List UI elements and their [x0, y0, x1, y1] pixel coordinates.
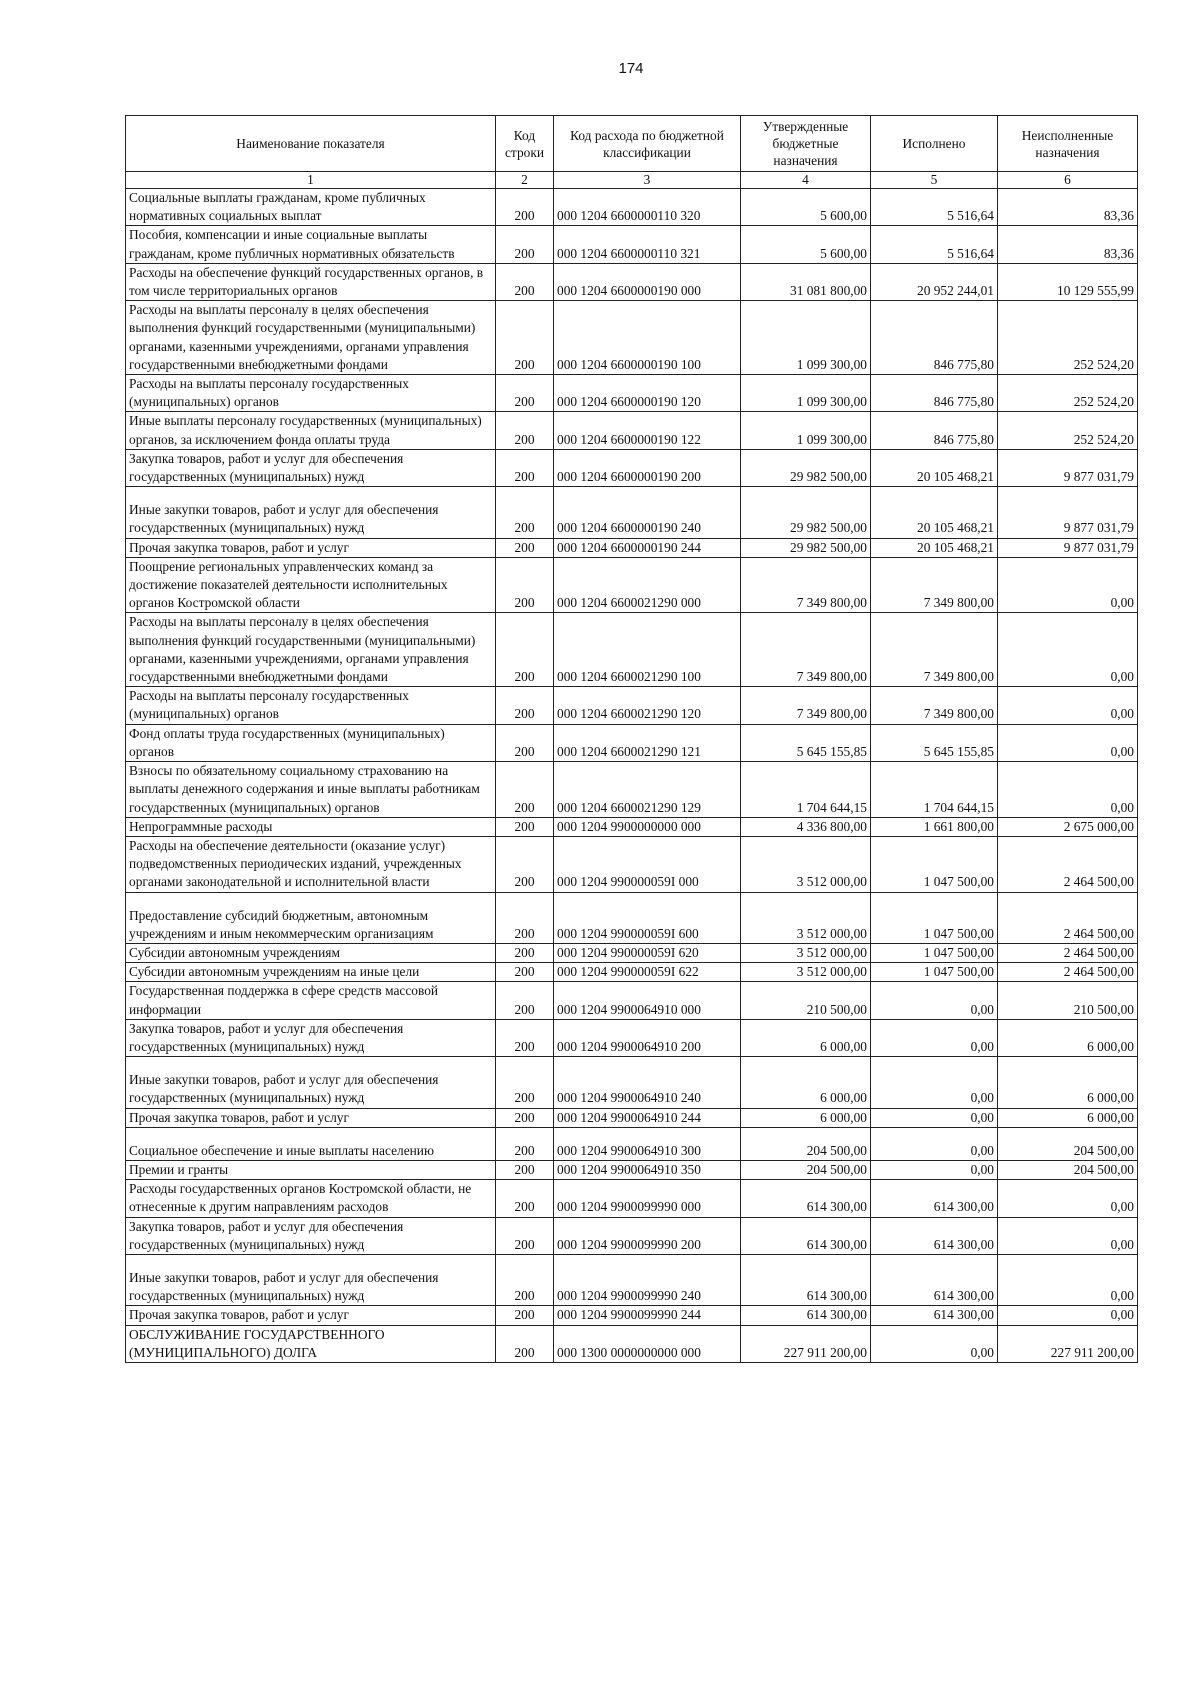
row-executed: 5 516,64 — [871, 189, 998, 226]
table-row — [126, 943, 1138, 962]
row-approved: 6 000,00 — [741, 1019, 871, 1056]
row-approved: 204 500,00 — [741, 1127, 871, 1160]
row-unexecuted: 0,00 — [998, 724, 1138, 761]
row-approved: 1 099 300,00 — [741, 301, 871, 375]
row-approved: 7 349 800,00 — [741, 613, 871, 687]
row-name: Фонд оплаты труда государственных (муниципальных) органов — [126, 724, 496, 761]
row-name: Иные закупки товаров, работ и услуг для обеспечения государственных (муниципальных) нужд — [126, 1057, 496, 1108]
table-row — [126, 963, 1138, 982]
row-code: 200 — [496, 1057, 554, 1108]
row-approved: 227 911 200,00 — [741, 1325, 871, 1362]
table-row — [126, 1057, 1138, 1108]
row-executed: 0,00 — [871, 1160, 998, 1179]
row-unexecuted: 10 129 555,99 — [998, 263, 1138, 300]
row-name: Прочая закупка товаров, работ и услуг — [126, 1306, 496, 1325]
row-name: Прочая закупка товаров, работ и услуг — [126, 1108, 496, 1127]
row-name: Расходы на выплаты персоналу в целях обеспечения выполнения функций государственными (муниципальными) органами, казенными учреждениями, органами управления государственными внебюджетными фондами — [126, 301, 496, 375]
row-executed: 614 300,00 — [871, 1180, 998, 1217]
row-classification: 000 1204 9900064910 240 — [554, 1057, 741, 1108]
table-row — [126, 301, 1138, 375]
row-code: 200 — [496, 817, 554, 836]
row-code: 200 — [496, 963, 554, 982]
column-number: 6 — [998, 172, 1138, 189]
row-approved: 1 099 300,00 — [741, 412, 871, 449]
table-row — [126, 613, 1138, 687]
row-code: 200 — [496, 189, 554, 226]
table-row — [126, 538, 1138, 557]
expenditure-table — [125, 115, 1138, 1363]
column-number: 5 — [871, 172, 998, 189]
row-unexecuted: 6 000,00 — [998, 1019, 1138, 1056]
row-approved: 3 512 000,00 — [741, 963, 871, 982]
row-name: Взносы по обязательному социальному страхованию на выплаты денежного содержания и иные выплаты работникам государственных (муниципальных) органов — [126, 762, 496, 818]
row-code: 200 — [496, 412, 554, 449]
row-approved: 6 000,00 — [741, 1057, 871, 1108]
table-row — [126, 1108, 1138, 1127]
row-classification: 000 1204 9900064910 244 — [554, 1108, 741, 1127]
row-code: 200 — [496, 1019, 554, 1056]
row-unexecuted: 204 500,00 — [998, 1127, 1138, 1160]
row-executed: 7 349 800,00 — [871, 557, 998, 613]
row-unexecuted: 2 464 500,00 — [998, 836, 1138, 892]
table-row — [126, 687, 1138, 724]
header-code: Код строки — [496, 116, 554, 172]
row-approved: 3 512 000,00 — [741, 943, 871, 962]
row-classification: 000 1204 6600000190 200 — [554, 449, 741, 486]
row-approved: 5 645 155,85 — [741, 724, 871, 761]
row-unexecuted: 0,00 — [998, 687, 1138, 724]
row-classification: 000 1204 990000059I 000 — [554, 836, 741, 892]
row-classification: 000 1204 6600000110 321 — [554, 226, 741, 263]
row-classification: 000 1204 9900000000 000 — [554, 817, 741, 836]
row-classification: 000 1204 6600000190 000 — [554, 263, 741, 300]
row-executed: 0,00 — [871, 1057, 998, 1108]
table-row — [126, 1180, 1138, 1217]
row-approved: 29 982 500,00 — [741, 538, 871, 557]
row-name: Поощрение региональных управленческих команд за достижение показателей деятельности исполнительных органов Костромской области — [126, 557, 496, 613]
row-name: ОБСЛУЖИВАНИЕ ГОСУДАРСТВЕННОГО (МУНИЦИПАЛЬНОГО) ДОЛГА — [126, 1325, 496, 1362]
row-unexecuted: 0,00 — [998, 1254, 1138, 1305]
row-classification: 000 1204 6600021290 000 — [554, 557, 741, 613]
row-approved: 4 336 800,00 — [741, 817, 871, 836]
row-executed: 5 516,64 — [871, 226, 998, 263]
row-approved: 614 300,00 — [741, 1180, 871, 1217]
row-unexecuted: 0,00 — [998, 762, 1138, 818]
row-code: 200 — [496, 1180, 554, 1217]
column-number: 3 — [554, 172, 741, 189]
row-name: Пособия, компенсации и иные социальные выплаты гражданам, кроме публичных нормативных обязательств — [126, 226, 496, 263]
table-row — [126, 449, 1138, 486]
table-row — [126, 762, 1138, 818]
row-executed: 20 952 244,01 — [871, 263, 998, 300]
row-name: Расходы государственных органов Костромской области, не отнесенные к другим направлениям расходов — [126, 1180, 496, 1217]
row-unexecuted: 0,00 — [998, 1217, 1138, 1254]
row-approved: 6 000,00 — [741, 1108, 871, 1127]
column-number: 2 — [496, 172, 554, 189]
row-executed: 0,00 — [871, 1127, 998, 1160]
table-row — [126, 892, 1138, 943]
table-row — [126, 412, 1138, 449]
row-classification: 000 1204 9900064910 200 — [554, 1019, 741, 1056]
row-name: Премии и гранты — [126, 1160, 496, 1179]
row-code: 200 — [496, 892, 554, 943]
row-approved: 3 512 000,00 — [741, 892, 871, 943]
table-row — [126, 724, 1138, 761]
row-name: Предоставление субсидий бюджетным, автономным учреждениям и иным некоммерческим организациям — [126, 892, 496, 943]
row-unexecuted: 83,36 — [998, 189, 1138, 226]
row-approved: 3 512 000,00 — [741, 836, 871, 892]
header-name: Наименование показателя — [126, 116, 496, 172]
row-classification: 000 1300 0000000000 000 — [554, 1325, 741, 1362]
row-code: 200 — [496, 263, 554, 300]
row-unexecuted: 9 877 031,79 — [998, 449, 1138, 486]
row-code: 200 — [496, 1160, 554, 1179]
header-executed: Исполнено — [871, 116, 998, 172]
row-code: 200 — [496, 557, 554, 613]
row-name: Субсидии автономным учреждениям — [126, 943, 496, 962]
row-code: 200 — [496, 1217, 554, 1254]
row-classification: 000 1204 6600000190 240 — [554, 487, 741, 538]
table-row — [126, 836, 1138, 892]
row-classification: 000 1204 6600021290 121 — [554, 724, 741, 761]
row-executed: 1 047 500,00 — [871, 892, 998, 943]
row-executed: 20 105 468,21 — [871, 487, 998, 538]
table-row — [126, 1306, 1138, 1325]
table-row — [126, 375, 1138, 412]
row-executed: 7 349 800,00 — [871, 613, 998, 687]
row-unexecuted: 83,36 — [998, 226, 1138, 263]
row-unexecuted: 9 877 031,79 — [998, 487, 1138, 538]
row-unexecuted: 252 524,20 — [998, 301, 1138, 375]
row-unexecuted: 252 524,20 — [998, 375, 1138, 412]
row-name: Иные закупки товаров, работ и услуг для обеспечения государственных (муниципальных) нужд — [126, 1254, 496, 1305]
row-name: Иные выплаты персоналу государственных (муниципальных) органов, за исключением фонда оплаты труда — [126, 412, 496, 449]
row-name: Закупка товаров, работ и услуг для обеспечения государственных (муниципальных) нужд — [126, 1217, 496, 1254]
row-approved: 29 982 500,00 — [741, 449, 871, 486]
row-unexecuted: 6 000,00 — [998, 1057, 1138, 1108]
row-code: 200 — [496, 449, 554, 486]
row-executed: 1 047 500,00 — [871, 836, 998, 892]
row-classification: 000 1204 990000059I 600 — [554, 892, 741, 943]
row-unexecuted: 2 464 500,00 — [998, 963, 1138, 982]
row-approved: 614 300,00 — [741, 1306, 871, 1325]
table-row — [126, 226, 1138, 263]
row-classification: 000 1204 9900064910 350 — [554, 1160, 741, 1179]
table-row — [126, 817, 1138, 836]
row-name: Социальные выплаты гражданам, кроме публичных нормативных социальных выплат — [126, 189, 496, 226]
column-number: 1 — [126, 172, 496, 189]
table-row — [126, 557, 1138, 613]
row-executed: 20 105 468,21 — [871, 449, 998, 486]
row-executed: 20 105 468,21 — [871, 538, 998, 557]
row-classification: 000 1204 9900099990 244 — [554, 1306, 741, 1325]
row-classification: 000 1204 9900064910 000 — [554, 982, 741, 1019]
row-unexecuted: 9 877 031,79 — [998, 538, 1138, 557]
row-executed: 614 300,00 — [871, 1306, 998, 1325]
table-row — [126, 1217, 1138, 1254]
table-row — [126, 1160, 1138, 1179]
row-code: 200 — [496, 943, 554, 962]
table-body — [126, 189, 1138, 1363]
row-name: Расходы на выплаты персоналу государственных (муниципальных) органов — [126, 375, 496, 412]
row-name: Социальное обеспечение и иные выплаты населению — [126, 1127, 496, 1160]
column-numbers-row — [126, 172, 1138, 189]
table-header — [126, 116, 1138, 189]
row-name: Расходы на выплаты персоналу государственных (муниципальных) органов — [126, 687, 496, 724]
row-name: Закупка товаров, работ и услуг для обеспечения государственных (муниципальных) нужд — [126, 1019, 496, 1056]
row-approved: 7 349 800,00 — [741, 687, 871, 724]
row-classification: 000 1204 6600021290 120 — [554, 687, 741, 724]
row-classification: 000 1204 6600000190 100 — [554, 301, 741, 375]
row-name: Субсидии автономным учреждениям на иные цели — [126, 963, 496, 982]
row-approved: 7 349 800,00 — [741, 557, 871, 613]
row-unexecuted: 252 524,20 — [998, 412, 1138, 449]
row-name: Государственная поддержка в сфере средств массовой информации — [126, 982, 496, 1019]
row-unexecuted: 210 500,00 — [998, 982, 1138, 1019]
row-executed: 5 645 155,85 — [871, 724, 998, 761]
row-code: 200 — [496, 1108, 554, 1127]
table-row — [126, 263, 1138, 300]
row-executed: 0,00 — [871, 1325, 998, 1362]
row-unexecuted: 2 675 000,00 — [998, 817, 1138, 836]
table-row — [126, 1254, 1138, 1305]
row-approved: 5 600,00 — [741, 189, 871, 226]
row-classification: 000 1204 6600021290 100 — [554, 613, 741, 687]
row-code: 200 — [496, 724, 554, 761]
row-unexecuted: 0,00 — [998, 613, 1138, 687]
row-executed: 0,00 — [871, 982, 998, 1019]
row-executed: 1 704 644,15 — [871, 762, 998, 818]
row-unexecuted: 0,00 — [998, 1306, 1138, 1325]
row-classification: 000 1204 9900099990 000 — [554, 1180, 741, 1217]
row-executed: 614 300,00 — [871, 1217, 998, 1254]
table-row — [126, 1127, 1138, 1160]
row-unexecuted: 0,00 — [998, 1180, 1138, 1217]
row-unexecuted: 2 464 500,00 — [998, 943, 1138, 962]
row-approved: 31 081 800,00 — [741, 263, 871, 300]
row-classification: 000 1204 6600000190 122 — [554, 412, 741, 449]
header-classification: Код расхода по бюджетной классификации — [554, 116, 741, 172]
row-unexecuted: 227 911 200,00 — [998, 1325, 1138, 1362]
row-classification: 000 1204 990000059I 622 — [554, 963, 741, 982]
row-name: Прочая закупка товаров, работ и услуг — [126, 538, 496, 557]
row-code: 200 — [496, 836, 554, 892]
table-row — [126, 1325, 1138, 1362]
page-number: 174 — [618, 60, 644, 77]
row-approved: 1 099 300,00 — [741, 375, 871, 412]
row-classification: 000 1204 6600000190 244 — [554, 538, 741, 557]
row-executed: 846 775,80 — [871, 301, 998, 375]
row-code: 200 — [496, 301, 554, 375]
table-row — [126, 982, 1138, 1019]
header-unexecuted: Неисполненные назначения — [998, 116, 1138, 172]
row-executed: 846 775,80 — [871, 412, 998, 449]
row-code: 200 — [496, 613, 554, 687]
row-approved: 614 300,00 — [741, 1217, 871, 1254]
row-executed: 7 349 800,00 — [871, 687, 998, 724]
row-unexecuted: 2 464 500,00 — [998, 892, 1138, 943]
row-approved: 1 704 644,15 — [741, 762, 871, 818]
row-code: 200 — [496, 226, 554, 263]
row-approved: 29 982 500,00 — [741, 487, 871, 538]
row-name: Расходы на выплаты персоналу в целях обеспечения выполнения функций государственными (муниципальными) органами, казенными учреждениями, органами управления государственными внебюджетными фондами — [126, 613, 496, 687]
row-code: 200 — [496, 1254, 554, 1305]
header-approved: Утвержденные бюджетные назначения — [741, 116, 871, 172]
row-name: Расходы на обеспечение деятельности (оказание услуг) подведомственных периодических изданий, учрежденных органами законодательной и исполнительной власти — [126, 836, 496, 892]
row-executed: 1 661 800,00 — [871, 817, 998, 836]
row-name: Расходы на обеспечение функций государственных органов, в том числе территориальных органов — [126, 263, 496, 300]
row-executed: 1 047 500,00 — [871, 963, 998, 982]
row-code: 200 — [496, 687, 554, 724]
row-unexecuted: 204 500,00 — [998, 1160, 1138, 1179]
row-approved: 614 300,00 — [741, 1254, 871, 1305]
row-approved: 210 500,00 — [741, 982, 871, 1019]
row-code: 200 — [496, 1325, 554, 1362]
row-classification: 000 1204 990000059I 620 — [554, 943, 741, 962]
column-number: 4 — [741, 172, 871, 189]
row-code: 200 — [496, 538, 554, 557]
row-code: 200 — [496, 1127, 554, 1160]
row-name: Непрограммные расходы — [126, 817, 496, 836]
row-approved: 5 600,00 — [741, 226, 871, 263]
row-executed: 1 047 500,00 — [871, 943, 998, 962]
row-classification: 000 1204 9900099990 200 — [554, 1217, 741, 1254]
row-code: 200 — [496, 762, 554, 818]
row-name: Иные закупки товаров, работ и услуг для обеспечения государственных (муниципальных) нужд — [126, 487, 496, 538]
row-executed: 0,00 — [871, 1019, 998, 1056]
row-code: 200 — [496, 1306, 554, 1325]
row-classification: 000 1204 6600021290 129 — [554, 762, 741, 818]
row-code: 200 — [496, 487, 554, 538]
row-classification: 000 1204 6600000190 120 — [554, 375, 741, 412]
row-approved: 204 500,00 — [741, 1160, 871, 1179]
row-unexecuted: 6 000,00 — [998, 1108, 1138, 1127]
row-classification: 000 1204 9900064910 300 — [554, 1127, 741, 1160]
table-row — [126, 1019, 1138, 1056]
row-code: 200 — [496, 982, 554, 1019]
row-executed: 0,00 — [871, 1108, 998, 1127]
row-executed: 614 300,00 — [871, 1254, 998, 1305]
row-code: 200 — [496, 375, 554, 412]
row-classification: 000 1204 6600000110 320 — [554, 189, 741, 226]
row-unexecuted: 0,00 — [998, 557, 1138, 613]
row-classification: 000 1204 9900099990 240 — [554, 1254, 741, 1305]
table-row — [126, 189, 1138, 226]
row-executed: 846 775,80 — [871, 375, 998, 412]
row-name: Закупка товаров, работ и услуг для обеспечения государственных (муниципальных) нужд — [126, 449, 496, 486]
table-row — [126, 487, 1138, 538]
